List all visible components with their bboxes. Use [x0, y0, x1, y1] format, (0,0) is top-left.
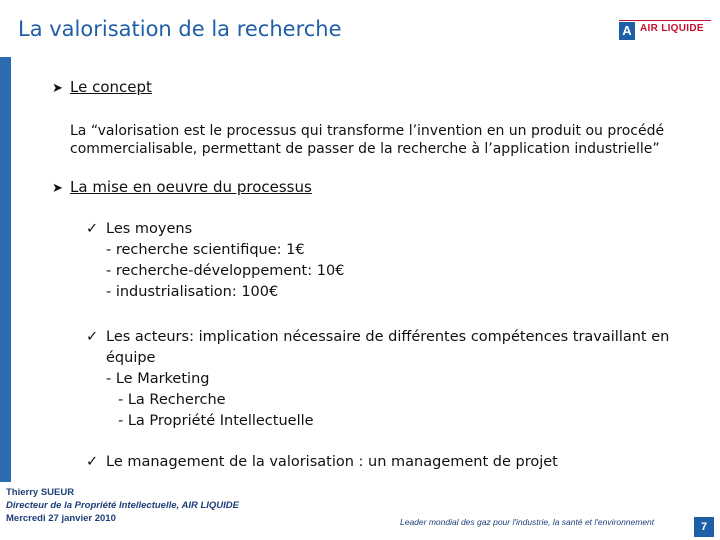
checkmark-icon: ✓	[86, 329, 99, 345]
management-block	[86, 452, 558, 473]
acteurs-line: - Le Marketing	[106, 371, 210, 387]
acteurs-text: : implication nécessaire de différentes compétences travaillant en	[189, 329, 670, 345]
management-title: Le management de la valorisation	[106, 454, 354, 470]
section-heading-text: La mise en oeuvre du processus	[70, 178, 312, 196]
logo-text: AIR LIQUIDE	[640, 23, 704, 34]
moyens-title: Les moyens	[106, 221, 193, 237]
concept-line-1: La “valorisation est le processus qui transforme l’invention en un produit ou procédé	[70, 123, 665, 139]
acteurs-title: Les acteurs	[106, 329, 190, 345]
author-role: Directeur de la Propriété Intellectuelle, AIR LIQUIDE	[6, 500, 239, 511]
moyens-line: - recherche scientifique: 1€	[106, 242, 305, 258]
logo-mark: A	[619, 22, 635, 40]
section-heading-text: Le concept	[70, 78, 152, 96]
author-name: Thierry SUEUR	[6, 487, 75, 498]
moyens-line: - recherche-développement: 10€	[106, 263, 345, 279]
acteurs-block	[86, 327, 669, 432]
section-process-heading	[52, 178, 312, 196]
arrow-bullet-icon: ➤	[52, 81, 63, 96]
concept-line-2: commercialisable, permettant de passer de la recherche à l’application industrielle”	[70, 141, 660, 157]
air-liquide-logo	[619, 14, 711, 46]
acteurs-line: - La Propriété Intellectuelle	[118, 413, 314, 429]
moyens-line: - industrialisation: 100€	[106, 284, 279, 300]
footer-author	[6, 486, 239, 525]
section-concept-heading	[52, 78, 152, 96]
arrow-bullet-icon: ➤	[52, 181, 63, 196]
left-accent-bar	[0, 57, 11, 482]
acteurs-text-cont: équipe	[106, 350, 156, 366]
checkmark-icon: ✓	[86, 454, 99, 470]
page-title: La valorisation de la recherche	[18, 17, 342, 41]
footer-tagline: Leader mondial des gaz pour l'industrie, la santé et l'environnement	[400, 517, 655, 527]
concept-paragraph	[70, 122, 710, 158]
acteurs-line: - La Recherche	[118, 392, 226, 408]
logo-red-line	[619, 20, 711, 21]
presentation-date: Mercredi 27 janvier 2010	[6, 513, 116, 524]
moyens-block	[86, 219, 344, 303]
page-number: 7	[694, 517, 714, 537]
management-text: : un management de projet	[353, 454, 558, 470]
checkmark-icon: ✓	[86, 221, 99, 237]
